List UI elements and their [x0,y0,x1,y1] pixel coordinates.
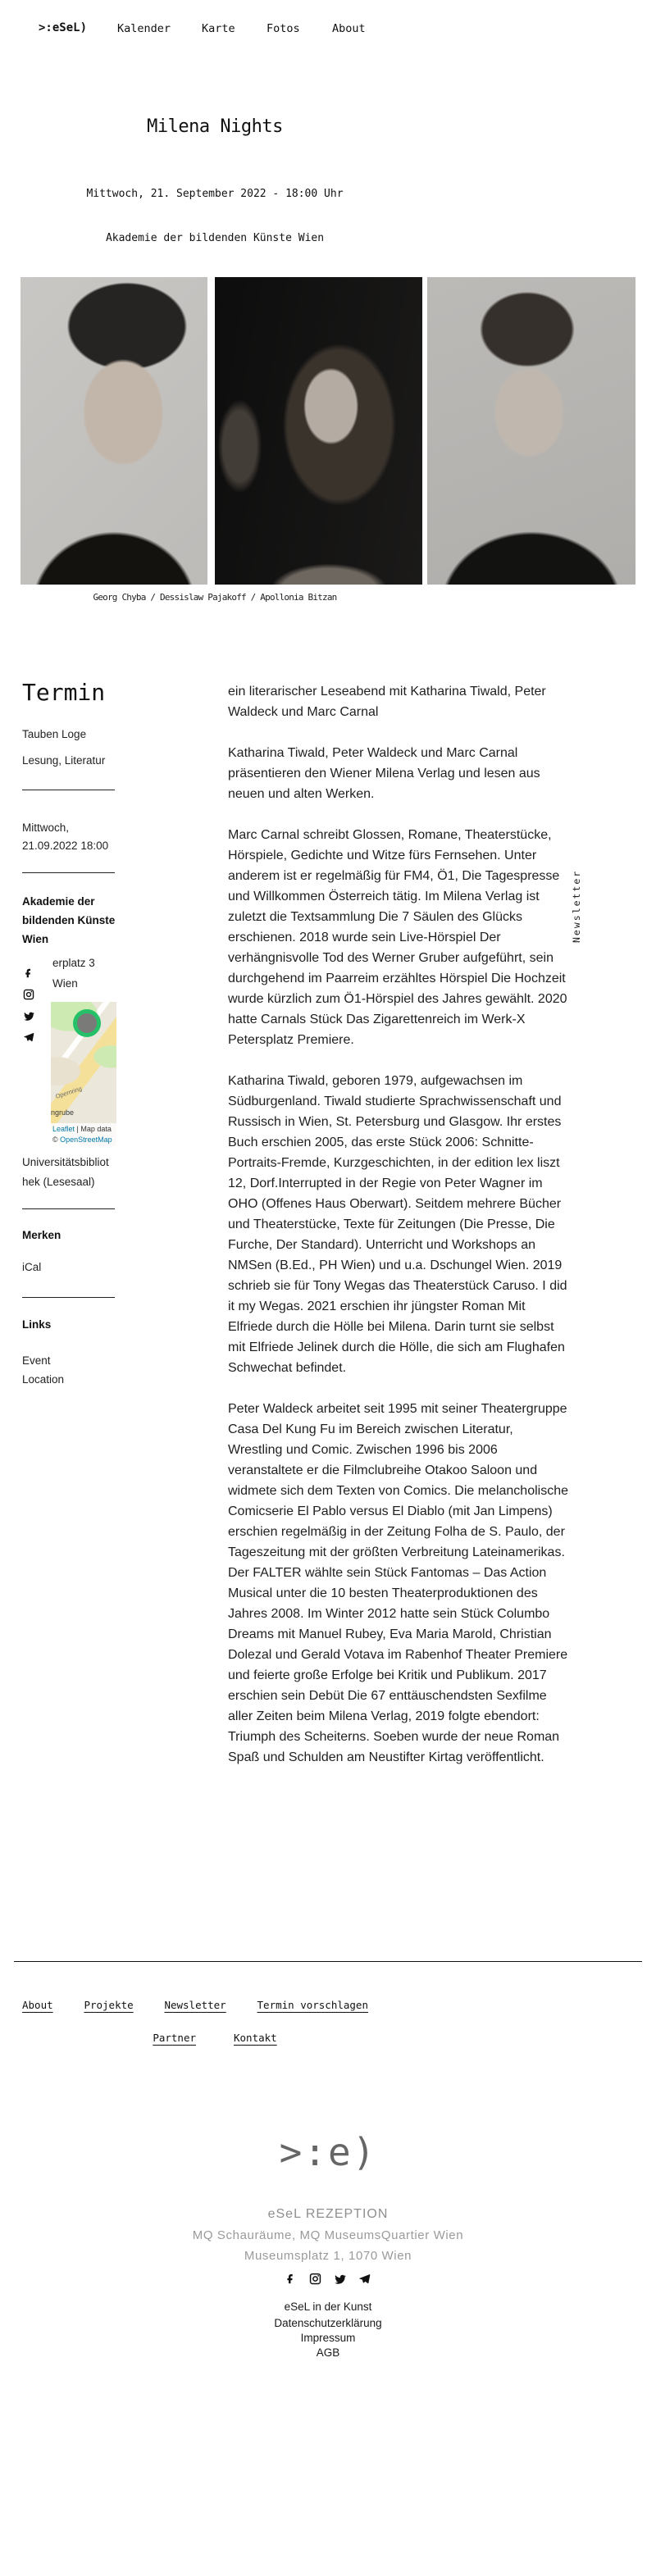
sidebar-categories: Lesung, Literatur [22,754,106,767]
telegram-icon[interactable] [358,2273,371,2286]
leaflet-link[interactable]: Leaflet [52,1125,75,1133]
nav-item-kalender[interactable]: Kalender [117,22,171,35]
sidebar-divider [22,1208,115,1209]
map-area-label: ngrube [51,1108,75,1117]
telegram-icon[interactable] [23,1031,35,1044]
site-logo[interactable]: >:eSeL) [39,21,88,34]
sidebar-address-line2: Wien [52,977,78,990]
footer-org-name: eSeL REZEPTION [267,2207,389,2221]
sidebar-address-line1: erplatz 3 [52,957,95,969]
location-map[interactable] [51,1002,116,1146]
portrait-photo-peter-waldeck [427,277,636,585]
article-paragraph: Katharina Tiwald, Peter Waldeck und Marc Carnal präsentieren den Wiener Milena Verlag und lesen aus neuen und alten Werken. [228,746,540,801]
article-paragraph: Marc Carnal schreibt Glossen, Romane, Theaterstücke, Hörspiele, Gedichte und Witze fürs Fernsehen. Unter anderem ist er regelmäßig für FM4, Ö1, Die Tagespresse und Willkommen Österreich tätig. Im Milena Verlag ist zuletzt die Textsammlung Die 7 Säulen des Glücks erschienen. 2018 wurde sein Live-Hörspiel Der verhängnisvolle Tod des Werner Gruber aufgeführt, sein durchgehend im Paarreim erzähltes Hörspiel Die Hochzeit wurde kürzlich zum Ö1-Hörspiel des Jahres gewählt. 2020 hatte Carnals Stück Das Zigarettenreich im Werk-X Petersplatz Premiere. [228,828,567,1047]
nav-item-karte[interactable]: Karte [202,22,235,35]
article-paragraph: ein literarischer Leseabend mit Katharina Tiwald, Peter Waldeck und Marc Carnal [228,685,546,719]
map-attribution-text: | Map data © [52,1125,112,1144]
footer-link-agb[interactable]: AGB [316,2346,340,2359]
location-link[interactable]: Location [22,1373,65,1386]
sidebar-social-column [23,967,35,1049]
page-title: Milena Nights [147,116,283,137]
footer-links-row2 [0,2032,430,2044]
footer-link-newsletter[interactable]: Newsletter [164,1999,226,2011]
footer-link-datenschutz[interactable]: Datenschutzerklärung [274,2317,382,2329]
sidebar-date-day: Mittwoch, [22,821,70,834]
sidebar-links-heading: Links [22,1318,52,1331]
footer-link-impressum[interactable]: Impressum [300,2332,356,2344]
footer-social-row [0,2273,656,2286]
sidebar-divider [22,872,115,873]
sidebar-room: Universitätsbibliothek (Lesesaal) [22,1156,109,1188]
sidebar-venue-name: Akademie der bildenden Künste Wien [22,895,116,945]
map-street-label: Opernring [54,1084,83,1100]
footer-link-termin-vorschlagen[interactable]: Termin vorschlagen [257,1999,368,2011]
sidebar-heading-termin: Termin [22,679,106,706]
footer-link-partner[interactable]: Partner [153,2032,196,2044]
facebook-icon[interactable] [23,967,35,980]
ical-link[interactable]: iCal [22,1261,42,1273]
footer-esel-logo[interactable]: >:e) [279,2130,377,2174]
instagram-icon[interactable] [23,989,35,1001]
article-body [228,681,568,1788]
sidebar-divider [22,1297,115,1298]
newsletter-tab[interactable]: Newsletter [571,869,582,943]
article-paragraph: Katharina Tiwald, geboren 1979, aufgewachsen im Südburgenland. Tiwald studierte Sprachwissenschaft und Russisch in Wien, St. Petersburg und Glasgow. Ihr erstes Buch erschien 2005, das erste Stück 2006: Schnitte-Portraits-Fremde, Kurzgeschichten, in der edition lex liszt 12, Dorf.Interrupted in der Regie von Peter Wagner im OHO (Offenes Haus Oberwart). Seitdem mehrere Bücher und Theaterstücke, Texte für Zeitungen (Die Presse, Die Furche, Der Standard). Unterricht und Workshops an NMSen (B.Ed., PH Wien) und u.a. Dschungel Wien. 2019 schrieb sie für Tony Wegas das Theaterstück Caruso. I did it my Wegas. 2021 erschien ihr jüngster Roman Mit Elfriede durch die Hölle bei Milena. Darin turnt sie selbst mit Elfriede Jelinek durch die Hölle, die sich am Flughafen Schwechat befindet. [228,1074,567,1375]
twitter-icon[interactable] [23,1010,35,1022]
event-link[interactable]: Event [22,1354,51,1367]
portrait-photo-katharina-tiwald [215,277,422,585]
facebook-icon[interactable] [285,2273,298,2286]
openstreetmap-link[interactable]: OpenStreetMap [60,1136,112,1144]
map-marker-icon [73,1009,101,1037]
article-paragraph: Peter Waldeck arbeitet seit 1995 mit seiner Theatergruppe Casa Del Kung Fu im Bereich zwischen Literatur, Wrestling und Comic. Zwischen 1996 bis 2006 veranstaltete er die Filmclubreihe Otakoo Saloon und widmete sich dem Texten von Comics. Die melancholische Comicserie El Pablo versus El Diablo (mit Jan Limpens) erschien regelmäßig in der Zeitung Folha de S. Paulo, der Tageszeitung mit der größten Verbreitung Lateinamerikas. Der FALTER wählte sein Stück Fantomas – Das Action Musical unter die 10 besten Theaterproduktionen des Jahres 2008. Im Winter 2012 hatte sein Stück Columbo Dreams mit Manuel Rubey, Eva Maria Marold, Christian Dolezal und Gerald Votava im Rabenhof Theater Premiere und feierte große Erfolge bei Kritik und Publikum. 2017 erschien sein Debüt Die 67 enttäuschendsten Sexfilme aller Zeiten beim Milena Verlag, 2019 folgte ebendort: Triumph des Scheiterns. Soeben wurde der neue Roman Spaß und Schulden am Neustifter Kirtag veröffentlicht. [228,1402,568,1764]
footer-link-projekte[interactable]: Projekte [84,1999,134,2011]
sidebar-date-time: 21.09.2022 18:00 [22,840,109,852]
nav-item-fotos[interactable]: Fotos [266,22,300,35]
instagram-icon[interactable] [309,2273,322,2286]
footer-address-line2: Museumsplatz 1, 1070 Wien [244,2249,412,2263]
footer-link-kontakt[interactable]: Kontakt [234,2032,277,2044]
portrait-photo-georg-chyba [20,277,207,585]
event-venue: Akademie der bildenden Künste Wien [105,232,325,244]
footer-link-about[interactable]: About [22,1999,53,2011]
sidebar-host: Tauben Loge [22,728,87,740]
footer-link-esel-in-der-kunst[interactable]: eSeL in der Kunst [284,2301,372,2313]
footer-address-line1: MQ Schauräume, MQ MuseumsQuartier Wien [192,2228,464,2242]
nav-item-about[interactable]: About [332,22,366,35]
footer-links-row1 [22,1999,368,2011]
map-attribution [51,1123,116,1146]
twitter-icon[interactable] [334,2273,347,2286]
event-datetime: Mittwoch, 21. September 2022 - 18:00 Uhr [86,188,344,200]
sidebar-merken-heading: Merken [22,1229,61,1241]
photo-caption: Georg Chyba / Dessislaw Pajakoff / Apollonia Bitzan [93,592,337,603]
footer-divider [14,1961,642,1962]
